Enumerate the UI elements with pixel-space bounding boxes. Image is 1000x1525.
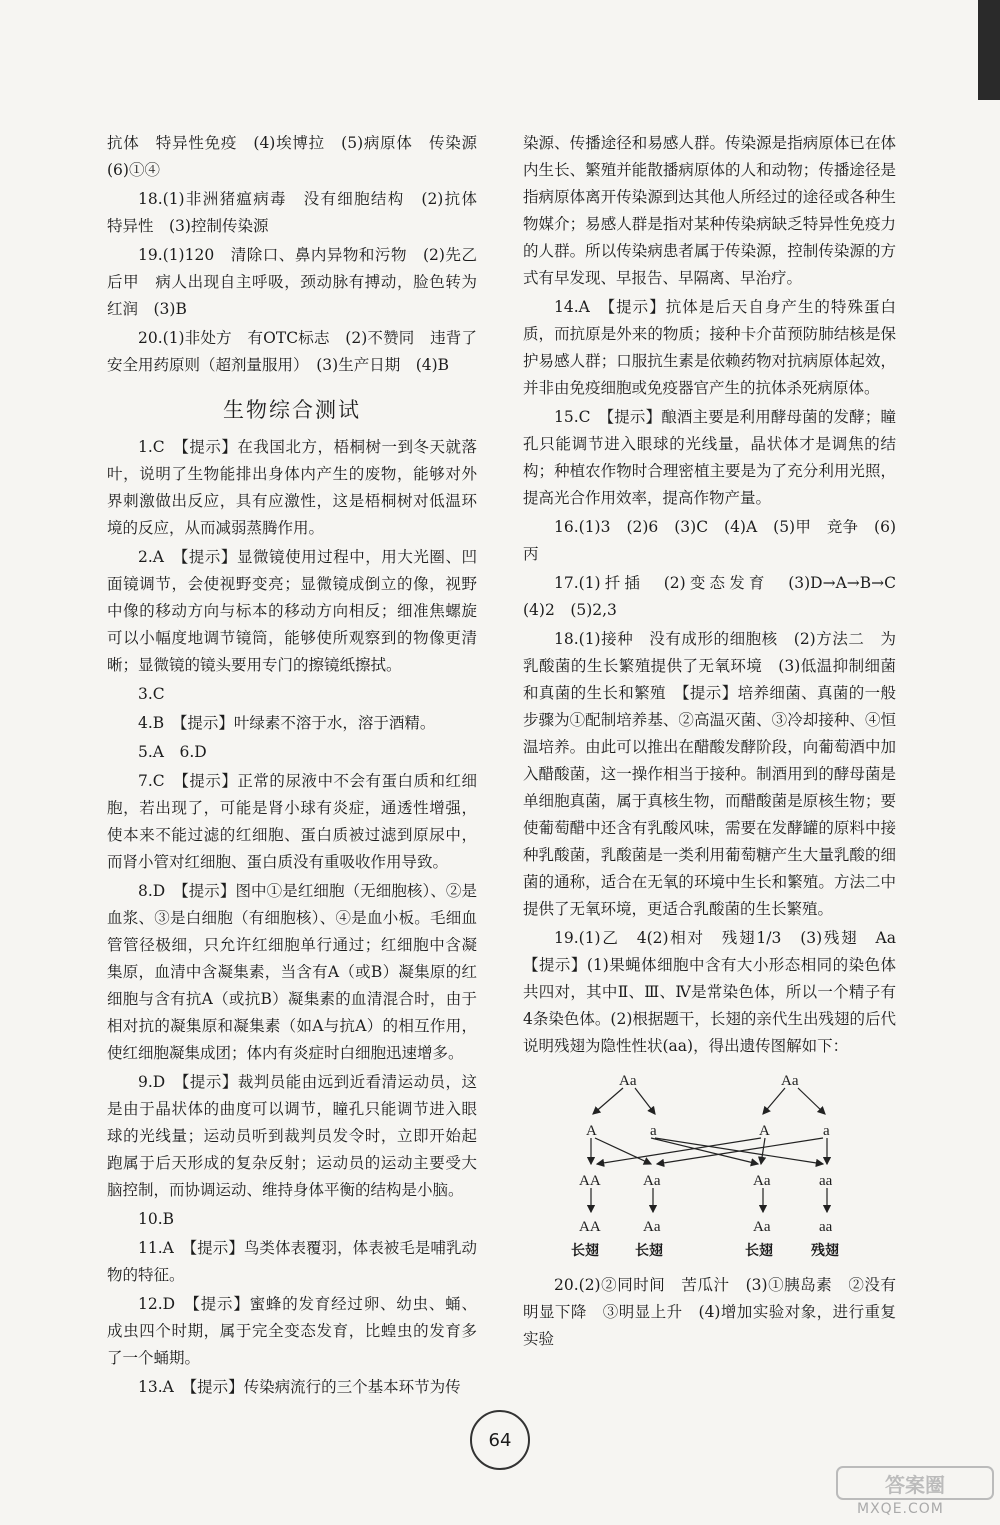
answer-16: 16.(1)3 (2)6 (3)C (4)A (5)甲 竞争 (6)丙 xyxy=(523,518,896,563)
offspring-genotype: Aa xyxy=(753,1173,771,1189)
answer-5-6: 5.A 6.D xyxy=(138,743,207,761)
phenotype: 残翅 xyxy=(811,1243,839,1259)
offspring-genotype-repeat: Aa xyxy=(753,1219,771,1235)
section-title: 生物综合测试 xyxy=(223,398,361,422)
answer-10: 10.B xyxy=(138,1210,175,1228)
answer-20: 20.(2)②同时间 苦瓜汁 (3)①胰岛素 ②没有明显下降 ③明显上升 (4)增加实验对象，进行重复实验 xyxy=(523,1276,896,1348)
gamete: A xyxy=(586,1123,597,1139)
parent-genotype: Aa xyxy=(781,1073,799,1089)
offspring-genotype-repeat: AA xyxy=(579,1219,601,1235)
watermark-logo xyxy=(835,1465,995,1520)
answer-8: 8.D 【提示】图中①是红细胞（无细胞核）、②是血浆、③是白细胞（有细胞核）、④是血小板。毛细血管管径极细，只允许红细胞单行通过；红细胞中含凝集原，血清中含凝集素，当含有A（或B）凝集原的红细胞与含有抗A（或抗B）凝集素的血清混合时，由于相对抗的凝集原和凝集素（如A与抗A）的相互作用，使红细胞凝集成团；体内有炎症时白细胞迅速增多。 xyxy=(107,882,477,1062)
svg-text:答案圈: 答案圈 xyxy=(885,1473,945,1497)
answer-19: 19.(1)120 清除口、鼻内异物和污物 (2)先乙后甲 病人出现自主呼吸，颈动脉有搏动，脸色转为红润 (3)B xyxy=(107,246,477,318)
answer-20: 20.(1)非处方 有OTC标志 (2)不赞同 违背了安全用药原则（超剂量服用） (3)生产日期 (4)B xyxy=(107,329,477,374)
answer-4: 4.B 【提示】叶绿素不溶于水，溶于酒精。 xyxy=(138,714,436,732)
left-column xyxy=(107,130,493,1403)
answer-18: 18.(1)非洲猪瘟病毒 没有细胞结构 (2)抗体 特异性 (3)控制传染源 xyxy=(107,190,493,235)
answer-13-continued: 染源、传播途径和易感人群。传染源是指病原体已在体内生长、繁殖并能散播病原体的人和动物；传播途径是指病原体离开传染源到达其他人所经过的途径或各种生物媒介；易感人群是指对某种传染病缺乏特异性免疫力的人群。所以传染病患者属于传染源，控制传染源的方式有早发现、早报告、早隔离、早治疗。 xyxy=(523,134,896,287)
answer-17: 17.(1)扦插 (2)变态发育 (3)D→A→B→C (4)2 (5)2,3 xyxy=(523,574,912,619)
answer-13: 13.A 【提示】传染病流行的三个基本环节为传 xyxy=(138,1378,461,1396)
answer-3: 3.C xyxy=(138,685,165,703)
answer-1: 1.C 【提示】在我国北方，梧桐树一到冬天就落叶，说明了生物能排出身体内产生的废物，能够对外界刺激做出反应，具有应激性，这是梧桐树对低温环境的反应，从而减弱蒸腾作用。 xyxy=(107,438,477,537)
gamete: a xyxy=(650,1123,657,1139)
offspring-genotype-repeat: Aa xyxy=(643,1219,661,1235)
page-edge-tab xyxy=(978,0,1000,100)
answer-9: 9.D 【提示】裁判员能由远到近看清运动员，这是由于晶状体的曲度可以调节，瞳孔只能调节进入眼球的光线量；运动员听到裁判员发令时，立即开始起跑属于后天形成的复杂反射；运动员的运动主要受大脑控制，而协调运动、维持身体平衡的结构是小脑。 xyxy=(107,1073,477,1199)
answer-14: 14.A 【提示】抗体是后天自身产生的特殊蛋白质，而抗原是外来的物质；接种卡介苗预防肺结核是保护易感人群；口服抗生素是依赖药物对抗病原体起效，并非由免疫细胞或免疫器官产生的抗体杀死病原体。 xyxy=(523,298,896,397)
gamete: a xyxy=(823,1123,830,1139)
right-column xyxy=(523,130,912,1355)
answer-11: 11.A 【提示】鸟类体表覆羽，体表被毛是哺乳动物的特征。 xyxy=(107,1239,477,1284)
watermark-text: MXQE.COM xyxy=(857,1501,944,1517)
answer-18: 18.(1)接种 没有成形的细胞核 (2)方法二 为乳酸菌的生长繁殖提供了无氧环境 (3)低温抑制细菌和真菌的生长和繁殖 【提示】培养细菌、真菌的一般步骤为①配制培养基、②高温灭菌、③冷却接种、④恒温培养。由此可以推出在醋酸发酵阶段，向葡萄酒中加入醋酸菌，这一操作相当于接种。制酒用到的酵母菌是单细胞真菌，属于真核生物，而醋酸菌是原核生物；要使葡萄醋中还含有乳酸风味，需要在发酵罐的原料中接种乳酸菌，乳酸菌是一类利用葡萄糖产生大量乳酸的细菌的通称，适合在无氧的环境中生长和繁殖。方法二中提供了无氧环境，更适合乳酸菌的生长繁殖。 xyxy=(523,630,896,918)
phenotype: 长翅 xyxy=(745,1243,773,1259)
answer-17-tail: 抗体 特异性免疫 (4)埃博拉 (5)病原体 传染源 (6)①④ xyxy=(107,134,493,179)
answer-7: 7.C 【提示】正常的尿液中不会有蛋白质和红细胞，若出现了，可能是肾小球有炎症，通透性增强，使本来不能过滤的红细胞、蛋白质被过滤到原尿中，而肾小管对红细胞、蛋白质没有重吸收作用导致。 xyxy=(107,772,477,871)
gamete: A xyxy=(759,1123,770,1139)
offspring-genotype: AA xyxy=(579,1173,601,1189)
genetic-cross-diagram xyxy=(523,1066,896,1266)
phenotype: 长翅 xyxy=(635,1243,663,1259)
answer-19: 19.(1)乙 4(2)相对 残翅1/3 (3)残翅 Aa 【提示】(1)果蝇体细胞中含有大小形态相同的染色体共四对，其中Ⅱ、Ⅲ、Ⅳ是常染色体，所以一个精子有4条染色体。(2)根据题干，长翅的亲代生出残翅的后代说明残翅为隐性性状(aa)，得出遗传图解如下： xyxy=(523,929,912,1055)
offspring-genotype: Aa xyxy=(643,1173,661,1189)
page-number: 64 xyxy=(470,1410,530,1470)
offspring-genotype-repeat: aa xyxy=(819,1219,833,1235)
answer-2: 2.A 【提示】显微镜使用过程中，用大光圈、凹面镜调节，会使视野变亮；显微镜成倒立的像，视野中像的移动方向与标本的移动方向相反；细准焦螺旋可以小幅度地调节镜筒，能够使所观察到的物像更清晰；显微镜的镜头要用专门的擦镜纸擦拭。 xyxy=(107,548,477,674)
offspring-genotype: aa xyxy=(819,1173,833,1189)
phenotype: 长翅 xyxy=(571,1243,599,1259)
parent-genotype: Aa xyxy=(619,1073,637,1089)
answer-12: 12.D 【提示】蜜蜂的发育经过卵、幼虫、蛹、成虫四个时期，属于完全变态发育，比蝗虫的发育多了一个蛹期。 xyxy=(107,1295,477,1367)
answer-15: 15.C 【提示】酿酒主要是利用酵母菌的发酵；瞳孔只能调节进入眼球的光线量，晶状体才是调焦的结构；种植农作物时合理密植主要是为了充分利用光照，提高光合作用效率，提高作物产量。 xyxy=(523,408,896,507)
